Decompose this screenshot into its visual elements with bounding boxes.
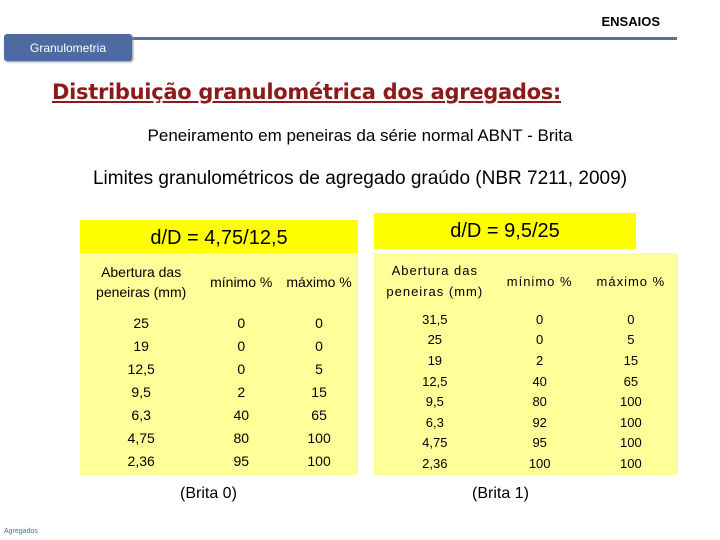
caption-brita-0: (Brita 0) bbox=[180, 485, 237, 502]
cell-opening: 12,5 bbox=[127, 360, 155, 377]
cell-max: 5 bbox=[315, 360, 323, 377]
header-divider bbox=[128, 37, 677, 40]
cell-opening: 19 bbox=[427, 352, 443, 368]
banner-brita-1: d/D = 9,5/25 bbox=[374, 213, 636, 249]
table-row bbox=[374, 371, 678, 392]
cell-max: 100 bbox=[620, 455, 642, 471]
cell-max: 65 bbox=[311, 406, 327, 423]
table-row bbox=[80, 449, 358, 472]
cell-opening: 6,3 bbox=[131, 406, 151, 423]
cell-opening: 9,5 bbox=[425, 394, 444, 410]
table-body bbox=[80, 311, 358, 472]
subtitle-limits: Limites granulométricos de agregado graúdo (NBR 7211, 2009) bbox=[92, 168, 628, 189]
table-row bbox=[80, 403, 358, 426]
cell-min: 2 bbox=[536, 352, 544, 368]
cell-max: 100 bbox=[620, 394, 642, 410]
cell-max: 100 bbox=[620, 414, 642, 430]
cell-opening: 4,75 bbox=[422, 435, 448, 451]
column-header-min: mínimo % bbox=[210, 274, 273, 290]
cell-max: 0 bbox=[315, 314, 323, 331]
table-row bbox=[374, 350, 678, 371]
table-row bbox=[80, 311, 358, 334]
column-header-opening: Abertura das peneiras (mm) bbox=[386, 263, 484, 299]
cell-min: 95 bbox=[233, 452, 250, 469]
page-title: Distribuição granulométrica dos agregados: bbox=[52, 80, 562, 104]
cell-max: 0 bbox=[315, 337, 323, 354]
table-row bbox=[374, 330, 678, 351]
table-row bbox=[374, 433, 678, 454]
table-row bbox=[374, 391, 678, 412]
subtitle-sieving: Peneiramento em peneiras da série normal ABNT - Brita bbox=[147, 126, 573, 145]
cell-min: 40 bbox=[532, 373, 547, 389]
cell-min: 2 bbox=[237, 383, 246, 400]
cell-min: 80 bbox=[532, 394, 547, 410]
cell-max: 15 bbox=[311, 383, 327, 400]
cell-max: 15 bbox=[623, 352, 639, 368]
column-header-opening: Abertura das peneiras (mm) bbox=[96, 264, 187, 300]
column-header-min: mínimo % bbox=[506, 273, 573, 289]
cell-min: 0 bbox=[237, 314, 246, 331]
table-row bbox=[374, 412, 678, 433]
footer-label: Agregados bbox=[4, 528, 38, 535]
cell-opening: 6,3 bbox=[425, 414, 444, 430]
tab-granulometria[interactable]: Granulometria bbox=[4, 34, 132, 61]
banner-brita-0: d/D = 4,75/12,5 bbox=[80, 220, 358, 256]
cell-opening: 31,5 bbox=[422, 311, 448, 327]
table-body bbox=[374, 309, 678, 474]
column-header-max: máximo % bbox=[596, 273, 666, 289]
column-header-max: máximo % bbox=[286, 274, 352, 290]
table-row bbox=[374, 309, 678, 330]
caption-brita-1: (Brita 1) bbox=[472, 485, 529, 502]
cell-max: 5 bbox=[627, 332, 635, 348]
cell-opening: 2,36 bbox=[127, 452, 155, 469]
cell-max: 100 bbox=[620, 435, 642, 451]
cell-min: 0 bbox=[536, 311, 544, 327]
cell-min: 40 bbox=[233, 406, 250, 423]
cell-min: 100 bbox=[528, 455, 551, 471]
cell-opening: 25 bbox=[133, 314, 149, 331]
section-label: ENSAIOS bbox=[601, 14, 660, 29]
table-row bbox=[80, 426, 358, 449]
table-row bbox=[374, 453, 678, 474]
table-row bbox=[80, 357, 358, 380]
cell-max: 100 bbox=[307, 429, 331, 446]
cell-opening: 2,36 bbox=[422, 455, 448, 471]
cell-max: 100 bbox=[307, 452, 331, 469]
cell-max: 65 bbox=[623, 373, 639, 389]
cell-opening: 12,5 bbox=[422, 373, 448, 389]
cell-opening: 25 bbox=[427, 332, 443, 348]
cell-max: 0 bbox=[627, 311, 635, 327]
cell-opening: 9,5 bbox=[131, 383, 151, 400]
cell-opening: 19 bbox=[133, 337, 149, 354]
cell-opening: 4,75 bbox=[127, 429, 155, 446]
cell-min: 92 bbox=[532, 414, 547, 430]
table-brita-1 bbox=[374, 253, 678, 475]
cell-min: 95 bbox=[532, 435, 547, 451]
table-brita-0 bbox=[80, 253, 358, 475]
cell-min: 0 bbox=[237, 360, 246, 377]
table-row bbox=[80, 380, 358, 403]
cell-min: 0 bbox=[536, 332, 544, 348]
cell-min: 0 bbox=[237, 337, 246, 354]
table-row bbox=[80, 334, 358, 357]
cell-min: 80 bbox=[233, 429, 250, 446]
